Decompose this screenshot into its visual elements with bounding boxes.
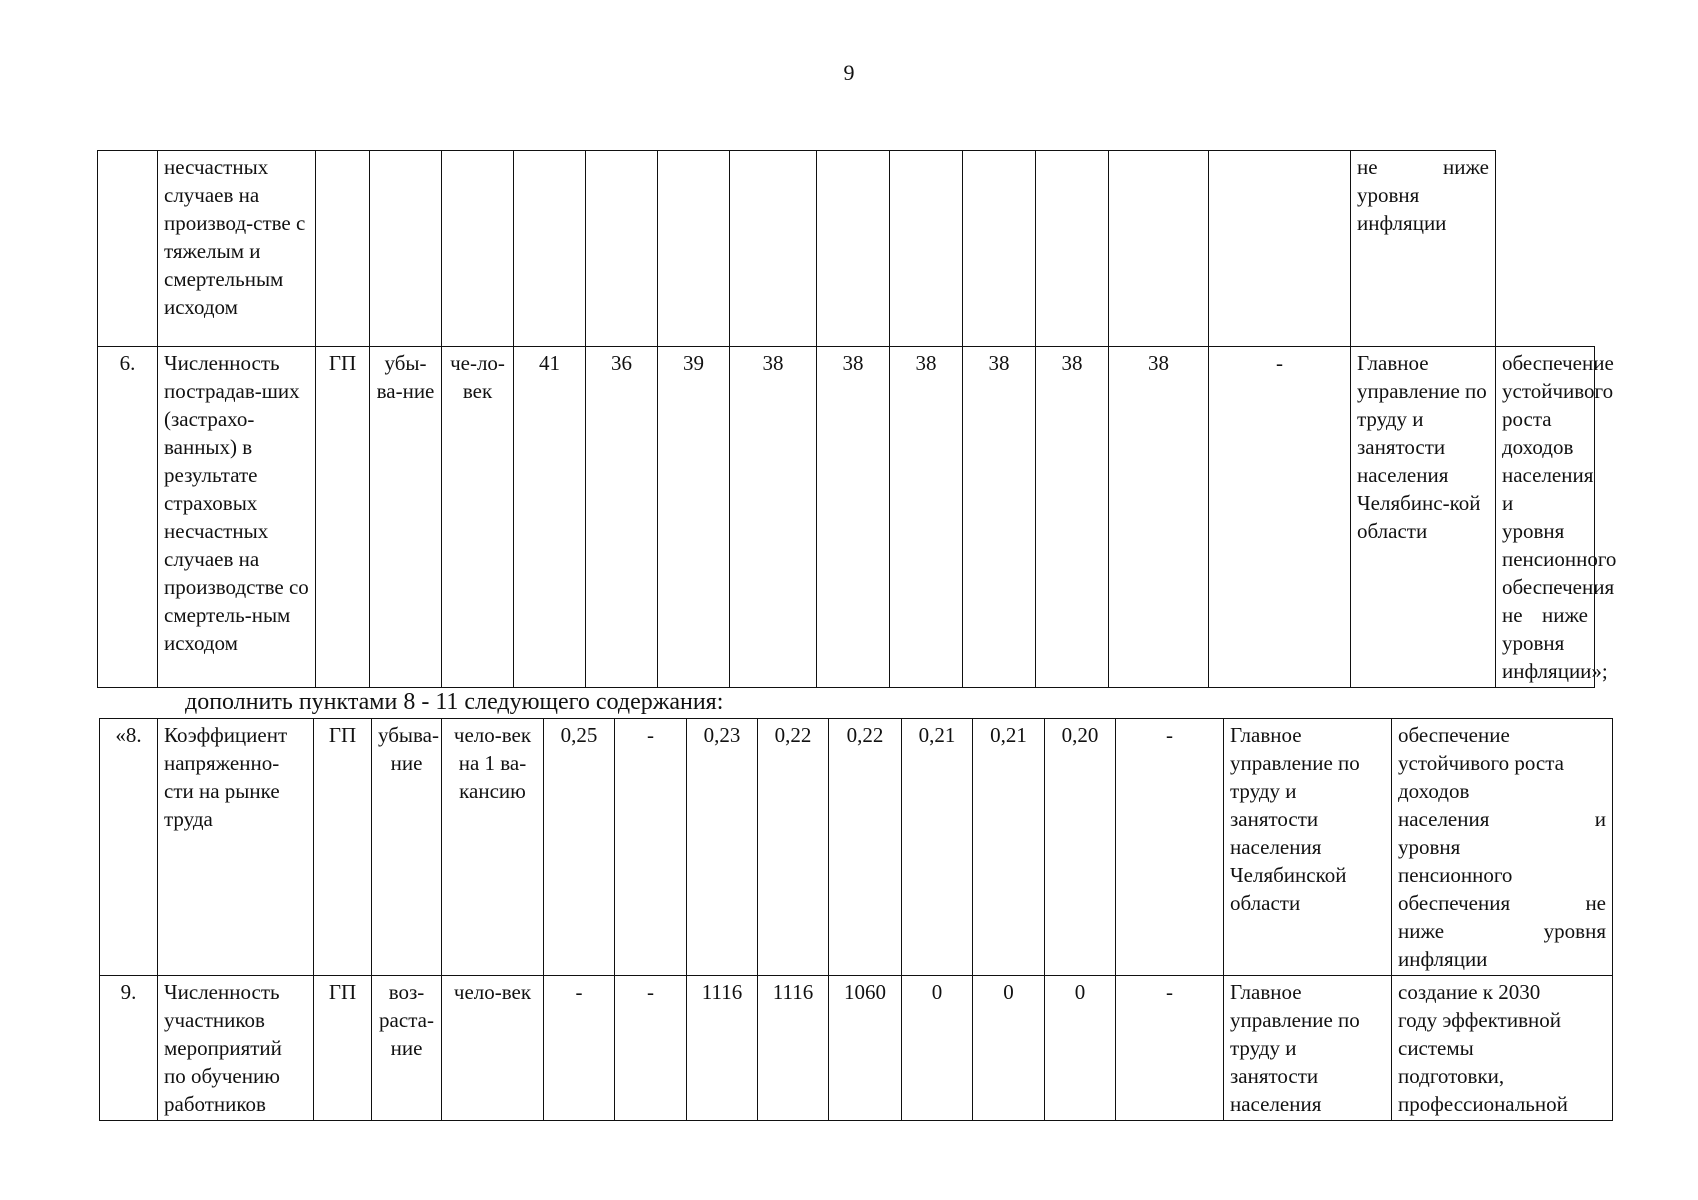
value-cell: 0,22 — [829, 719, 902, 976]
amendment-text: дополнить пунктами 8 - 11 следующего содержания: — [185, 689, 724, 715]
program-type-cell: ГП — [314, 976, 372, 1121]
value-cell: 36 — [586, 347, 658, 688]
goal-line: уровня — [1398, 835, 1461, 859]
row-number-cell: 9. — [100, 976, 158, 1121]
trend-cell: убы-ва-ние — [370, 347, 442, 688]
program-type-cell: ГП — [316, 347, 370, 688]
value-cell: 0 — [1045, 976, 1116, 1121]
goal-line: системы — [1398, 1036, 1474, 1060]
row-number-cell: 6. — [98, 347, 158, 688]
unit-cell: че-ло-век — [442, 347, 514, 688]
value-cell: 38 — [730, 347, 817, 688]
goal-line: ниже уровня — [1398, 919, 1606, 943]
value-cell: 0 — [902, 976, 973, 1121]
row-number-cell: «8. — [100, 719, 158, 976]
trend-cell: воз-раста-ние — [372, 976, 442, 1121]
value-cell: - — [1116, 719, 1224, 976]
value-cell: 0,21 — [902, 719, 973, 976]
value-cell: 0,20 — [1045, 719, 1116, 976]
indicator-name-cell: Численность участников мероприятий по обучению работников — [158, 976, 314, 1121]
value-cell: 1116 — [758, 976, 829, 1121]
goal-line: населения и — [1398, 807, 1606, 831]
goal-line: устойчивого роста — [1398, 751, 1564, 775]
trend-cell: убыва-ние — [372, 719, 442, 976]
value-cell: - — [615, 976, 687, 1121]
goal-line: роста доходов — [1502, 407, 1574, 459]
table-row — [100, 719, 1613, 976]
goal-line: году эффективной — [1398, 1008, 1561, 1032]
goal-line: населения и — [1502, 463, 1594, 515]
goal-cell — [1392, 976, 1613, 1121]
value-cell: 38 — [817, 347, 890, 688]
value-cell: 38 — [1109, 347, 1209, 688]
value-cell: - — [615, 719, 687, 976]
value-cell: - — [1116, 976, 1224, 1121]
value-cell: 38 — [890, 347, 963, 688]
goal-line: инфляции — [1398, 947, 1488, 971]
value-cell: 0,23 — [687, 719, 758, 976]
value-cell: - — [1209, 347, 1351, 688]
goal-line: доходов — [1398, 779, 1470, 803]
value-cell: 38 — [1036, 347, 1109, 688]
value-cell: 0 — [973, 976, 1045, 1121]
goal-line: профессиональной — [1398, 1092, 1568, 1116]
row-number-cell — [98, 151, 158, 347]
goal-cell: не ниже уровня инфляции — [1351, 151, 1496, 347]
responsible-cell: Главное управление по труду и занятости населения — [1224, 976, 1392, 1121]
goal-line: создание к 2030 — [1398, 980, 1541, 1004]
goal-line: инфляции»; — [1502, 659, 1608, 683]
goal-line: обеспечения не — [1398, 891, 1606, 915]
table-row — [98, 151, 1595, 347]
goal-line: пенсионного — [1502, 547, 1617, 571]
value-cell: 38 — [963, 347, 1036, 688]
responsible-cell: Главное управление по труду и занятости населения Челябинс-кой области — [1351, 347, 1496, 688]
page-number: 9 — [843, 60, 855, 85]
value-cell: 0,22 — [758, 719, 829, 976]
unit-cell: чело-век — [442, 976, 544, 1121]
value-cell: 39 — [658, 347, 730, 688]
goal-line: обеспечение — [1398, 723, 1510, 747]
goal-line: пенсионного — [1398, 863, 1513, 887]
indicator-name-cell: Численность пострадав-ших (застрахо-ванных) в результате страховых несчастных случаев на производстве со смертель-ным исходом — [158, 347, 316, 688]
goal-cell — [1392, 719, 1613, 976]
goal-line: уровня — [1502, 519, 1565, 543]
program-type-cell: ГП — [314, 719, 372, 976]
table-row — [100, 976, 1613, 1121]
value-cell: 1116 — [687, 976, 758, 1121]
indicators-table-1 — [97, 150, 1617, 688]
indicators-table-2 — [99, 718, 1613, 1121]
goal-line: обеспечения — [1502, 575, 1615, 599]
goal-cell — [1496, 347, 1617, 688]
goal-line: подготовки, — [1398, 1064, 1505, 1088]
unit-cell: чело-век на 1 ва-кансию — [442, 719, 544, 976]
table-row — [98, 347, 1595, 688]
value-cell: 1060 — [829, 976, 902, 1121]
value-cell: 0,25 — [544, 719, 615, 976]
indicator-name-cell: Коэффициент напряженно-сти на рынке труда — [158, 719, 314, 976]
goal-line: обеспечение — [1502, 351, 1614, 375]
goal-line: устойчивого — [1502, 379, 1614, 403]
value-cell: 41 — [514, 347, 586, 688]
responsible-cell: Главное управление по труду и занятости населения Челябинской области — [1224, 719, 1392, 976]
goal-line: уровня — [1502, 631, 1565, 655]
indicator-name-cell: несчастных случаев на производ-стве с тяжелым и смертельным исходом — [158, 151, 316, 347]
goal-line: не ниже — [1502, 603, 1588, 627]
value-cell: 0,21 — [973, 719, 1045, 976]
value-cell: - — [544, 976, 615, 1121]
